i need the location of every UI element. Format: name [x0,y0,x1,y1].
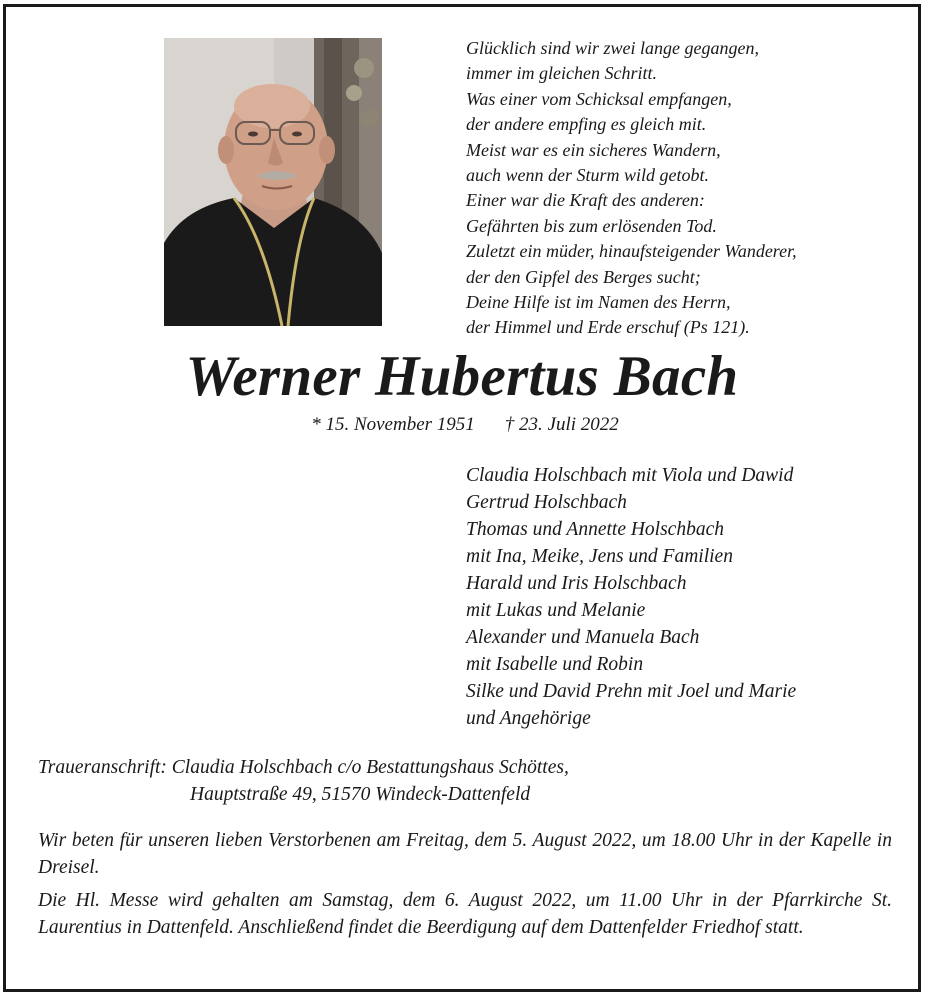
poem-line: der Himmel und Erde erschuf (Ps 121). [466,317,750,338]
poem-line: immer im gleichen Schritt. [466,63,657,84]
poem-line: auch wenn der Sturm wild getobt. [466,165,709,186]
mourner-line: Gertrud Holschbach [466,492,627,513]
birth-date: * 15. November 1951 [311,414,475,435]
mourner-line: Harald und Iris Holschbach [466,573,687,594]
memorial-poem [466,36,906,341]
poem-line: Zuletzt ein müder, hinaufsteigender Wanderer, [466,241,797,262]
poem-line: Meist war es ein sicheres Wandern, [466,139,721,160]
poem-line: Glücklich sind wir zwei lange gegangen, [466,38,759,58]
mourner-line: mit Isabelle und Robin [466,654,644,675]
mourner-line: und Angehörige [466,708,591,729]
mourner-line: Thomas und Annette Holschbach [466,519,724,540]
mourner-line: mit Lukas und Melanie [466,600,646,621]
poem-line: der den Gipfel des Berges sucht; [466,266,701,287]
mourners-list [466,462,906,732]
prayer-notice: Wir beten für unseren lieben Verstorbenen am Freitag, dem 5. August 2022, um 18.00 Uhr in der Kapelle in Dreisel. [38,830,892,878]
life-dates [0,412,930,438]
poem-line: der andere empfing es gleich mit. [466,114,707,135]
poem-line: Was einer vom Schicksal empfangen, [466,88,732,109]
deceased-name: Werner Hubertus Bach [185,345,739,408]
mourner-line: Claudia Holschbach mit Viola und Dawid [466,465,794,486]
portrait-photo [164,38,382,326]
mourner-line: Silke und David Prehn mit Joel und Marie [466,681,797,702]
condolence-address [38,754,569,808]
address-line-2: Hauptstraße 49, 51570 Windeck-Dattenfeld [190,784,531,805]
funeral-notice: Die Hl. Messe wird gehalten am Samstag, dem 6. August 2022, um 11.00 Uhr in der Pfarrkirche St. Laurentius in Dattenfeld. Anschließend findet die Beerdigung auf dem Dattenfelder Friedhof statt. [38,890,892,938]
poem-line: Deine Hilfe ist im Namen des Herrn, [466,292,731,313]
poem-line: Einer war die Kraft des anderen: [466,190,705,211]
death-date: † 23. Juli 2022 [504,414,619,435]
poem-line: Gefährten bis zum erlösenden Tod. [466,215,717,236]
mourner-line: Alexander und Manuela Bach [466,627,700,648]
mourner-line: mit Ina, Meike, Jens und Familien [466,546,733,567]
address-line-1: Traueranschrift: Claudia Holschbach c/o Bestattungshaus Schöttes, [38,757,569,778]
